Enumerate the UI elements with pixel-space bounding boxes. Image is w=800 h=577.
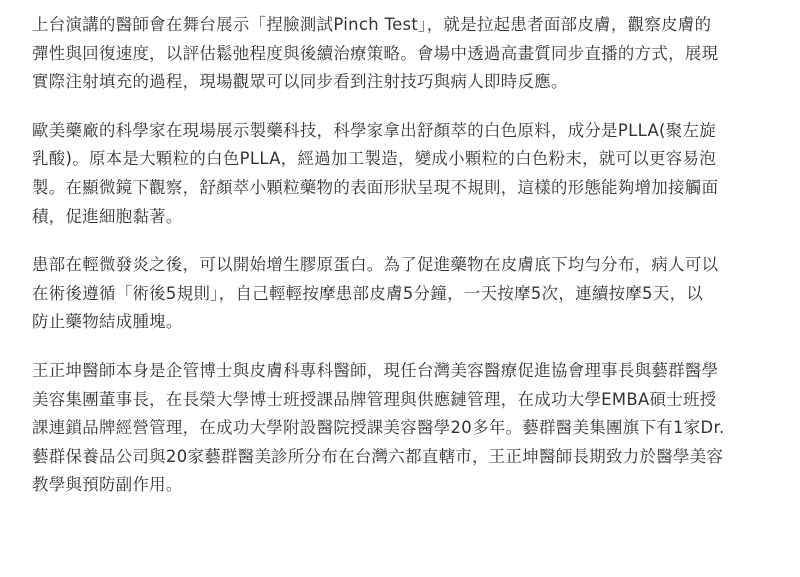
paragraph-line: 王正坤醫師本身是企管博士與皮膚科專科醫師，現任台灣美容醫療促進協會理事長與藝群醫學 xyxy=(32,360,719,380)
paragraph-line: 在術後遵循「術後5規則」，自己輕輕按摩患部皮膚5分鐘，一天按摩5次，連續按摩5天，以 xyxy=(32,283,704,303)
paragraph-line: 彈性與回復速度，以評估鬆弛程度與後續治療策略。會場中透過高畫質同步直播的方式，展現 xyxy=(32,43,719,63)
paragraph-line: 教學與預防副作用。 xyxy=(32,475,183,495)
paragraph-line: 實際注射填充的過程，現場觀眾可以同步看到注射技巧與病人即時反應。 xyxy=(32,72,568,92)
paragraph-line: 藝群保養品公司與20家藝群醫美診所分布在台灣六都直轄市，王正坤醫師長期致力於醫學美容 xyxy=(32,446,724,466)
paragraph-line: 患部在輕微發炎之後，可以開始增生膠原蛋白。為了促進藥物在皮膚底下均勻分布，病人可以 xyxy=(32,255,719,275)
paragraph-line: 防止藥物結成腫塊。 xyxy=(32,312,183,332)
paragraph-line: 積，促進細胞黏著。 xyxy=(32,206,183,226)
paragraph-post-op-rule xyxy=(32,251,770,337)
paragraph-line: 課連鎖品牌經營管理，在成功大學附設醫院授課美容醫學20多年。藝群醫美集團旗下有1家Dr. xyxy=(32,418,725,438)
paragraph-line: 上台演講的醫師會在舞台展示「捏臉測試Pinch Test」，就是拉起患者面部皮膚，觀察皮膚的 xyxy=(32,15,712,34)
paragraph-pinch-test xyxy=(32,11,770,97)
paragraph-plla xyxy=(32,117,770,231)
paragraph-line: 製。在顯微鏡下觀察，舒顏萃小顆粒藥物的表面形狀呈現不規則，這樣的形態能夠增加接觸面 xyxy=(32,177,719,197)
paragraph-line: 歐美藥廠的科學家在現場展示製藥科技，科學家拿出舒顏萃的白色原料，成分是PLLA(聚左旋 xyxy=(32,120,717,140)
paragraph-line: 乳酸)。原本是大顆粒的白色PLLA，經過加工製造，變成小顆粒的白色粉末，就可以更容易泡 xyxy=(32,149,717,169)
paragraph-doctor-bio xyxy=(32,357,770,500)
paragraph-line: 美容集團董事長，在長榮大學博士班授課品牌管理與供應鏈管理，在成功大學EMBA碩士班授 xyxy=(32,389,717,409)
